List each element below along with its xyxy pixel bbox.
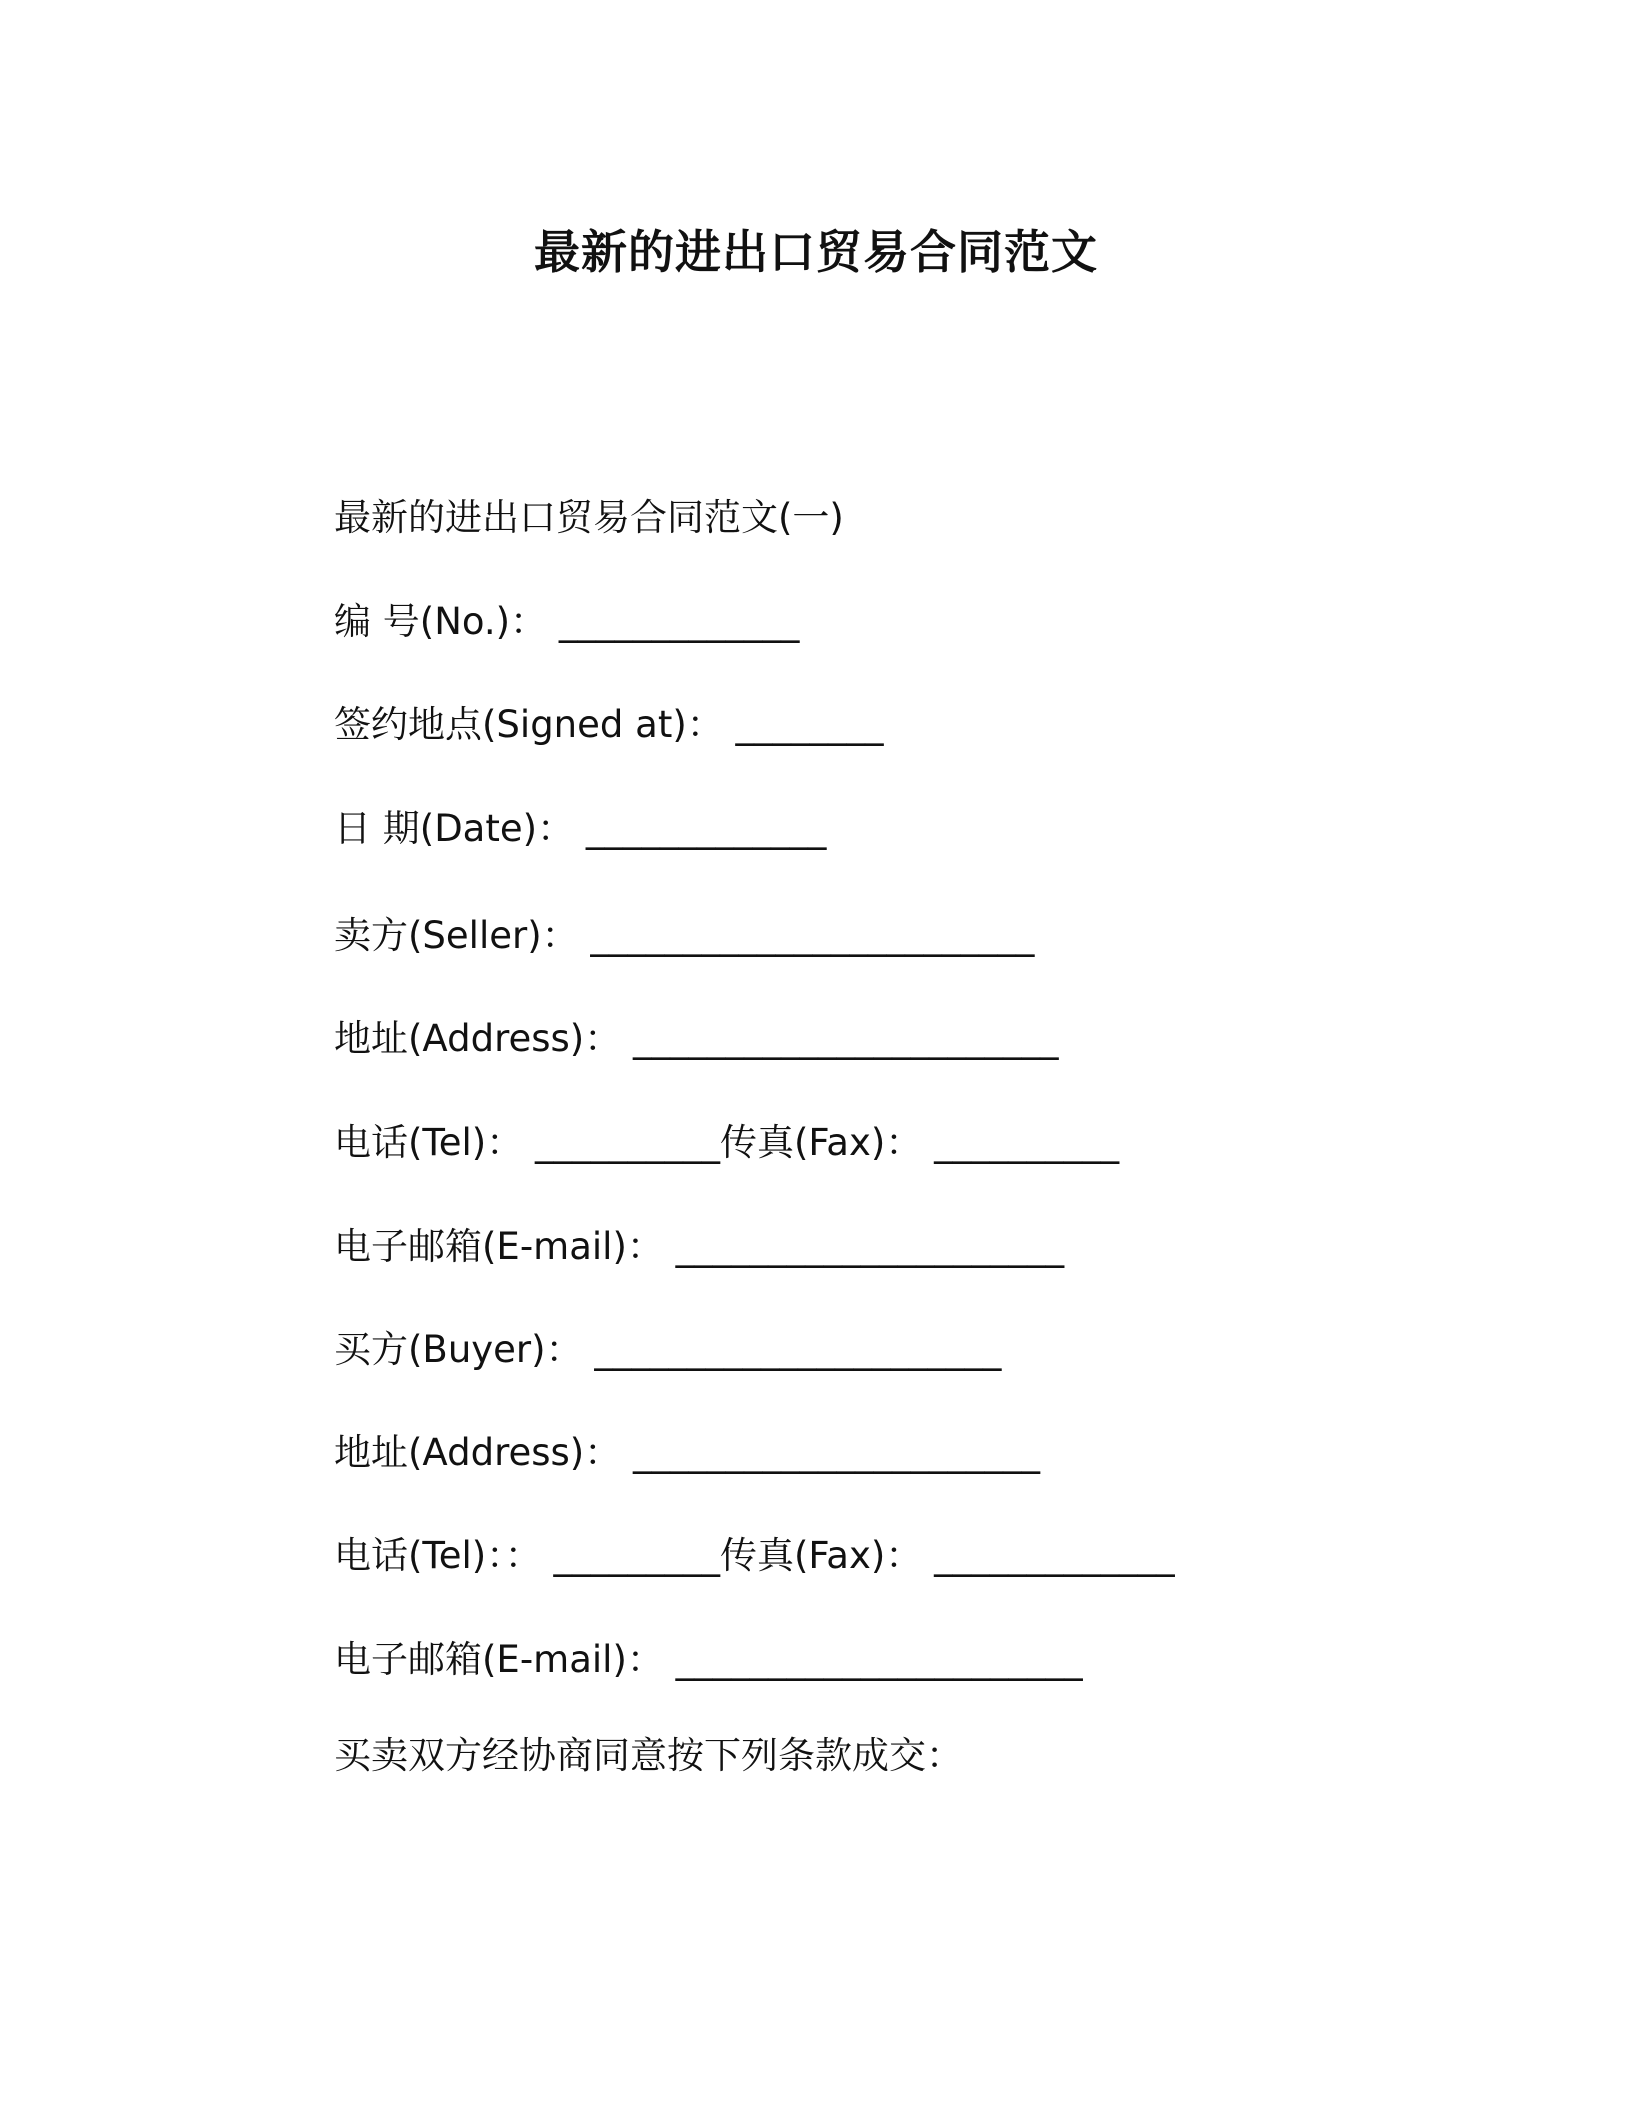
buyer-field: 买方(Buyer)： ______________________ — [334, 1328, 1002, 1371]
seller-tel-fax-field: 电话(Tel)： __________传真(Fax)： __________ — [334, 1121, 1120, 1164]
seller-field: 卖方(Seller)： ________________________ — [334, 914, 1035, 957]
seller-email-field: 电子邮箱(E-mail)： _____________________ — [334, 1225, 1065, 1268]
buyer-address-field: 地址(Address)： ______________________ — [334, 1431, 1040, 1474]
contract-number-field: 编 号(No.)： _____________ — [334, 600, 800, 643]
date-field: 日 期(Date)： _____________ — [334, 807, 827, 850]
buyer-tel-fax-field: 电话(Tel)：： _________传真(Fax)： _____________ — [334, 1534, 1175, 1577]
document-title: 最新的进出口贸易合同范文 — [534, 225, 1098, 279]
seller-address-field: 地址(Address)： _______________________ — [334, 1017, 1059, 1060]
agreement-statement: 买卖双方经协商同意按下列条款成交： — [334, 1734, 963, 1777]
buyer-email-field: 电子邮箱(E-mail)： ______________________ — [334, 1638, 1083, 1681]
contract-subtitle: 最新的进出口贸易合同范文(一) — [334, 496, 844, 539]
signed-at-field: 签约地点(Signed at)： ________ — [334, 703, 884, 746]
